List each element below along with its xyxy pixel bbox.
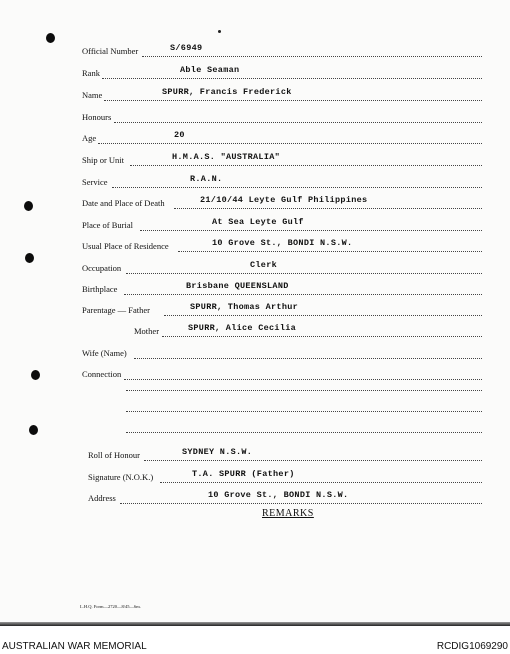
remarks-heading: REMARKS — [262, 508, 314, 519]
service-value: R.A.N. — [190, 174, 223, 184]
roll-label: Roll of Honour — [88, 450, 140, 460]
row-roll-of-honour — [88, 449, 482, 463]
row-usual-residence — [82, 240, 482, 254]
burial-value: At Sea Leyte Gulf — [212, 217, 304, 227]
dotted-line — [174, 208, 482, 209]
roll-value: SYDNEY N.S.W. — [182, 447, 253, 457]
death-value: 21/10/44 Leyte Gulf Philippines — [200, 195, 368, 205]
name-value: SPURR, Francis Frederick — [162, 87, 292, 97]
dotted-line — [140, 230, 482, 231]
dotted-line — [134, 358, 482, 359]
dotted-line — [178, 251, 482, 252]
dotted-line — [142, 56, 482, 57]
dotted-line — [126, 273, 482, 274]
wife-label: Wife (Name) — [82, 348, 127, 358]
archive-name: AUSTRALIAN WAR MEMORIAL — [2, 641, 147, 652]
dotted-line — [144, 460, 482, 461]
speck — [218, 30, 221, 33]
residence-value: 10 Grove St., BONDI N.S.W. — [212, 238, 353, 248]
service-label: Service — [82, 177, 108, 187]
dotted-line — [126, 390, 482, 391]
row-connection — [82, 368, 482, 382]
row-place-of-burial — [82, 219, 482, 233]
row-address — [88, 492, 482, 506]
address-label: Address — [88, 493, 116, 503]
ship-label: Ship or Unit — [82, 155, 125, 165]
mother-value: SPURR, Alice Cecilia — [188, 323, 297, 333]
birthplace-label: Birthplace — [82, 284, 118, 294]
dotted-line — [98, 143, 482, 144]
age-label: Age — [82, 133, 97, 143]
row-date-place-death — [82, 197, 482, 211]
punch-hole — [29, 425, 38, 435]
dotted-line — [160, 482, 482, 483]
dotted-line — [104, 100, 482, 101]
name-label: Name — [82, 90, 103, 100]
record-id: RCDIG1069290 — [436, 641, 508, 652]
address-value: 10 Grove St., BONDI N.S.W. — [208, 490, 349, 500]
row-service — [82, 176, 482, 190]
punch-hole — [24, 201, 33, 211]
dotted-line — [124, 294, 482, 295]
rank-value: Able Seaman — [180, 65, 240, 75]
ship-value: H.M.A.S. "AUSTRALIA" — [172, 152, 281, 162]
residence-label: Usual Place of Residence — [82, 241, 169, 251]
row-signature — [88, 471, 482, 485]
row-age — [82, 132, 482, 146]
mother-label: Mother — [134, 326, 160, 336]
punch-hole — [31, 370, 40, 380]
signature-value: T.A. SPURR (Father) — [192, 469, 295, 479]
dotted-line — [164, 315, 482, 316]
punch-hole — [25, 253, 34, 263]
dotted-line — [126, 432, 482, 433]
age-value: 20 — [174, 130, 185, 140]
row-wife — [82, 347, 482, 361]
father-label: Parentage — Father — [82, 305, 150, 315]
dotted-line — [114, 122, 482, 123]
dotted-line — [126, 411, 482, 412]
row-mother — [134, 325, 482, 339]
dotted-line — [112, 187, 482, 188]
row-parentage-father — [82, 304, 482, 318]
official-number-value: S/6949 — [170, 43, 203, 53]
death-label: Date and Place of Death — [82, 198, 165, 208]
signature-label: Signature (N.O.K.) — [88, 472, 154, 482]
dotted-line — [120, 503, 482, 504]
rank-label: Rank — [82, 68, 100, 78]
row-name — [82, 89, 482, 103]
punch-hole — [46, 33, 55, 43]
row-ship-or-unit — [82, 154, 482, 168]
dotted-line — [124, 379, 482, 380]
dotted-line — [130, 165, 482, 166]
row-rank — [82, 67, 482, 81]
row-official-number — [82, 45, 482, 59]
row-honours — [82, 111, 482, 125]
row-birthplace — [82, 283, 482, 297]
dotted-line — [102, 78, 482, 79]
honours-label: Honours — [82, 112, 112, 122]
row-occupation — [82, 262, 482, 276]
connection-label: Connection — [82, 369, 122, 379]
occupation-value: Clerk — [250, 260, 278, 270]
occupation-label: Occupation — [82, 263, 122, 273]
dotted-line — [162, 336, 482, 337]
official-number-label: Official Number — [82, 46, 139, 56]
form-footnote: L.H.Q. Form—2720—8/45—6m. — [80, 604, 141, 609]
father-value: SPURR, Thomas Arthur — [190, 302, 299, 312]
burial-label: Place of Burial — [82, 220, 133, 230]
birthplace-value: Brisbane QUEENSLAND — [186, 281, 289, 291]
